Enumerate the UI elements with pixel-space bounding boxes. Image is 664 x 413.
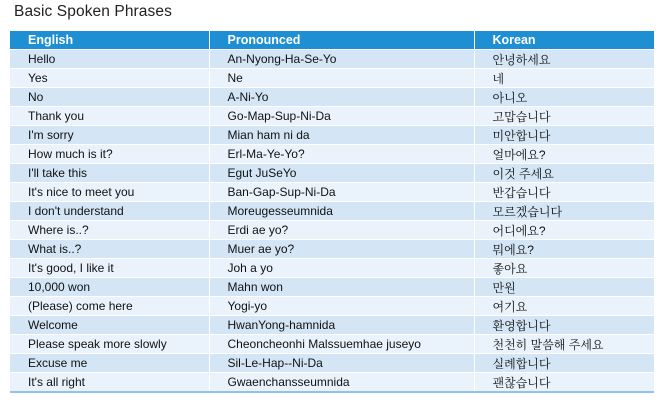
cell-english: Excuse me [10, 354, 209, 373]
cell-english: Welcome [10, 316, 209, 335]
cell-korean: 아니오 [474, 88, 654, 107]
cell-pronounced: Gwaenchansseumnida [209, 373, 474, 393]
cell-english: I'll take this [10, 164, 209, 183]
cell-korean: 미안합니다 [474, 126, 654, 145]
phrases-table [10, 31, 654, 393]
cell-korean: 천천히 말씀해 주세요 [474, 335, 654, 354]
column-header-english: English [10, 31, 209, 50]
cell-korean: 모르겠습니다 [474, 202, 654, 221]
cell-korean: 얼마에요? [474, 145, 654, 164]
cell-english: It's all right [10, 373, 209, 393]
cell-pronounced: Erl-Ma-Ye-Yo? [209, 145, 474, 164]
cell-korean: 반갑습니다 [474, 183, 654, 202]
cell-korean: 좋아요 [474, 259, 654, 278]
cell-english: It's good, I like it [10, 259, 209, 278]
cell-english: I don't understand [10, 202, 209, 221]
cell-english: I'm sorry [10, 126, 209, 145]
table-row [10, 278, 654, 297]
table-row [10, 69, 654, 88]
cell-korean: 어디에요? [474, 221, 654, 240]
table-row [10, 354, 654, 373]
table-row [10, 335, 654, 354]
cell-pronounced: Egut JuSeYo [209, 164, 474, 183]
table-row [10, 259, 654, 278]
cell-english: Where is..? [10, 221, 209, 240]
table-row [10, 183, 654, 202]
cell-pronounced: Joh a yo [209, 259, 474, 278]
table-row [10, 240, 654, 259]
table-header-row [10, 31, 654, 50]
cell-pronounced: Cheoncheonhi Malssuemhae juseyo [209, 335, 474, 354]
cell-pronounced: Sil-Le-Hap--Ni-Da [209, 354, 474, 373]
cell-pronounced: Ban-Gap-Sup-Ni-Da [209, 183, 474, 202]
cell-english: Thank you [10, 107, 209, 126]
cell-pronounced: Yogi-yo [209, 297, 474, 316]
cell-pronounced: Mahn won [209, 278, 474, 297]
cell-pronounced: A-Ni-Yo [209, 88, 474, 107]
cell-korean: 만원 [474, 278, 654, 297]
table-row [10, 202, 654, 221]
cell-korean: 여기요 [474, 297, 654, 316]
column-header-pronounced: Pronounced [209, 31, 474, 50]
cell-english: No [10, 88, 209, 107]
cell-pronounced: HwanYong-hamnida [209, 316, 474, 335]
cell-pronounced: Muer ae yo? [209, 240, 474, 259]
cell-korean: 실례합니다 [474, 354, 654, 373]
cell-english: What is..? [10, 240, 209, 259]
cell-korean: 이것 주세요 [474, 164, 654, 183]
table-row [10, 145, 654, 164]
cell-english: It's nice to meet you [10, 183, 209, 202]
cell-english: Hello [10, 50, 209, 69]
cell-english: How much is it? [10, 145, 209, 164]
table-row [10, 164, 654, 183]
cell-english: Yes [10, 69, 209, 88]
cell-english: Please speak more slowly [10, 335, 209, 354]
table-row [10, 88, 654, 107]
table-row [10, 297, 654, 316]
table-row [10, 373, 654, 393]
cell-pronounced: Go-Map-Sup-Ni-Da [209, 107, 474, 126]
cell-pronounced: Moreugesseumnida [209, 202, 474, 221]
table-row [10, 126, 654, 145]
table-row [10, 107, 654, 126]
cell-pronounced: An-Nyong-Ha-Se-Yo [209, 50, 474, 69]
table-row [10, 316, 654, 335]
cell-korean: 환영합니다 [474, 316, 654, 335]
cell-english: (Please) come here [10, 297, 209, 316]
cell-english: 10,000 won [10, 278, 209, 297]
cell-pronounced: Mian ham ni da [209, 126, 474, 145]
cell-pronounced: Erdi ae yo? [209, 221, 474, 240]
table-row [10, 50, 654, 69]
page-title: Basic Spoken Phrases [14, 3, 172, 20]
cell-korean: 괜찮습니다 [474, 373, 654, 393]
cell-korean: 고맙습니다 [474, 107, 654, 126]
table-row [10, 221, 654, 240]
column-header-korean: Korean [474, 31, 654, 50]
cell-korean: 안녕하세요 [474, 50, 654, 69]
cell-korean: 네 [474, 69, 654, 88]
cell-korean: 뭐에요? [474, 240, 654, 259]
cell-pronounced: Ne [209, 69, 474, 88]
